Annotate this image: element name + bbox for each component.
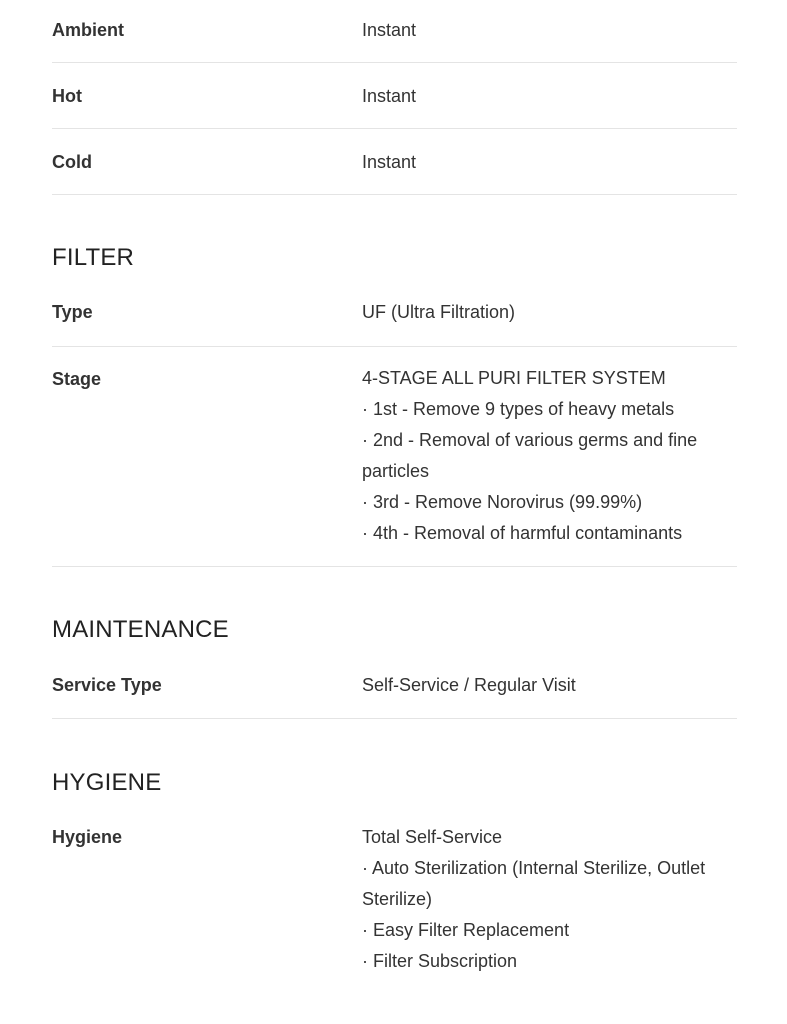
- spec-page: [52, 0, 737, 971]
- spec-label: Stage: [52, 369, 102, 389]
- spec-label: Hygiene: [52, 827, 123, 847]
- spec-label: Service Type: [52, 675, 162, 695]
- spec-label: Hot: [52, 86, 82, 106]
- stage-line: · 2nd - Removal of various germs and fine: [362, 430, 698, 450]
- section-title-maintenance: MAINTENANCE: [52, 616, 229, 643]
- stage-line: · 1st - Remove 9 types of heavy metals: [362, 399, 675, 419]
- spec-value: Instant: [362, 152, 417, 172]
- hygiene-line: · Filter Subscription: [362, 951, 518, 971]
- section-title-hygiene: HYGIENE: [52, 769, 162, 796]
- hygiene-line: · Auto Sterilization (Internal Sterilize, Outlet: [362, 858, 706, 878]
- spec-value: Self-Service / Regular Visit: [362, 675, 576, 695]
- spec-row-hot: [52, 63, 737, 129]
- stage-line: · 4th - Removal of harmful contaminants: [362, 523, 683, 543]
- section-title-filter: FILTER: [52, 244, 135, 271]
- spec-row-cold: [52, 129, 737, 195]
- hygiene-line: Sterilize): [362, 889, 433, 909]
- spec-value-list: [362, 347, 737, 566]
- spec-label: Ambient: [52, 20, 124, 40]
- spec-row-filter-stage: [52, 347, 737, 567]
- spec-value: Instant: [362, 20, 417, 40]
- spec-row-hygiene: [52, 822, 737, 977]
- stage-line: · 3rd - Remove Norovirus (99.99%): [362, 492, 643, 512]
- stage-line: 4-STAGE ALL PURI FILTER SYSTEM: [362, 368, 666, 388]
- hygiene-line: · Easy Filter Replacement: [362, 920, 570, 940]
- hygiene-line: Total Self-Service: [362, 827, 503, 847]
- spec-value-list: [362, 822, 737, 977]
- spec-row-filter-type: [52, 297, 737, 347]
- spec-value: UF (Ultra Filtration): [362, 302, 516, 322]
- spec-label: Type: [52, 302, 93, 322]
- spec-row-ambient: [52, 0, 737, 63]
- spec-value: Instant: [362, 86, 417, 106]
- stage-line: particles: [362, 461, 430, 481]
- spec-label: Cold: [52, 152, 92, 172]
- spec-row-service-type: [52, 670, 737, 719]
